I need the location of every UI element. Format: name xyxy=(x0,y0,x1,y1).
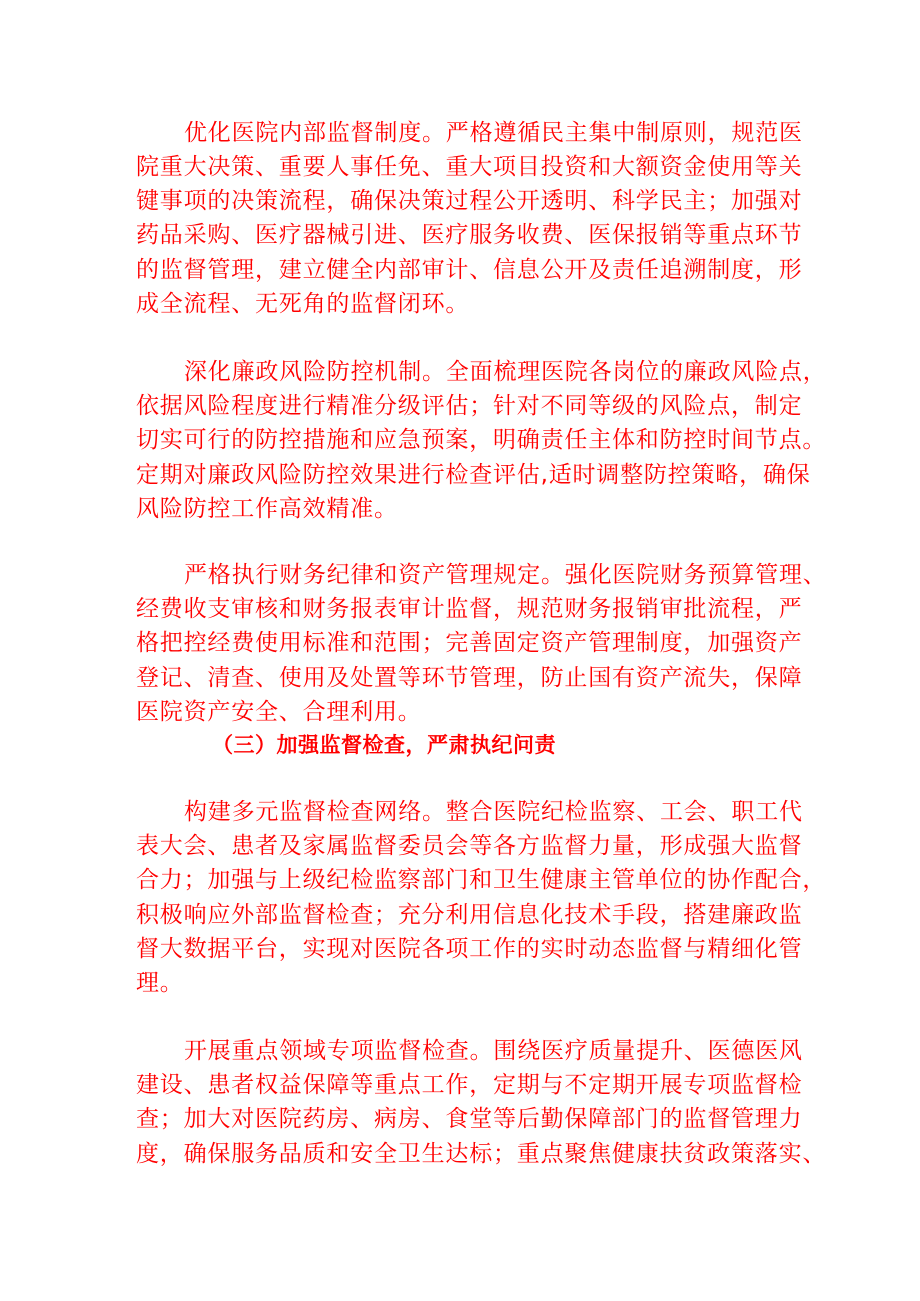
paragraph-line: 医院资产安全、合理利用。 xyxy=(136,699,422,725)
paragraph-line: 构建多元监督检查网络。整合医院纪检监察、工会、职工代 xyxy=(184,799,803,825)
section-heading: （三）加强监督检查，严肃执纪问责 xyxy=(212,733,556,757)
paragraph-line: 成全流程、无死角的监督闭环。 xyxy=(136,291,470,317)
paragraph-line: 登记、清查、使用及处置等环节管理，防止国有资产流失，保障 xyxy=(136,665,803,691)
paragraph-line: 严格执行财务纪律和资产管理规定。强化医院财务预算管理、 xyxy=(184,562,827,588)
paragraph-line: 键事项的决策流程，确保决策过程公开透明、科学民主；加强对 xyxy=(136,188,803,214)
paragraph-line: 积极响应外部监督检查；充分利用信息化技术手段，搭建廉政监 xyxy=(136,902,803,928)
paragraph-line: 院重大决策、重要人事任免、重大项目投资和大额资金使用等关 xyxy=(136,154,803,180)
paragraph-line: 切实可行的防控措施和应急预案，明确责任主体和防控时间节点。 xyxy=(136,427,827,453)
paragraph-line: 表大会、患者及家属监督委员会等各方监督力量，形成强大监督 xyxy=(136,833,803,859)
paragraph-line: 建设、患者权益保障等重点工作，定期与不定期开展专项监督检 xyxy=(136,1072,803,1098)
paragraph-line: 的监督管理，建立健全内部审计、信息公开及责任追溯制度，形 xyxy=(136,257,803,283)
paragraph-line: 深化廉政风险防控机制。全面梳理医院各岗位的廉政风险点， xyxy=(184,359,827,385)
paragraph-line: 格把控经费使用标准和范围；完善固定资产管理制度，加强资产 xyxy=(136,630,803,656)
paragraph-line: 风险防控工作高效精准。 xyxy=(136,496,398,522)
paragraph-line: 度，确保服务品质和安全卫生达标；重点聚焦健康扶贫政策落实、 xyxy=(136,1141,827,1167)
paragraph-line: 查；加大对医院药房、病房、食堂等后勤保障部门的监督管理力 xyxy=(136,1106,803,1132)
paragraph-line: 优化医院内部监督制度。严格遵循民主集中制原则，规范医 xyxy=(184,120,803,146)
paragraph-line: 开展重点领域专项监督检查。围绕医疗质量提升、医德医风 xyxy=(184,1038,803,1064)
paragraph-line: 依据风险程度进行精准分级评估；针对不同等级的风险点，制定 xyxy=(136,393,803,419)
paragraph-line: 合力；加强与上级纪检监察部门和卫生健康主管单位的协作配合， xyxy=(136,867,827,893)
paragraph-line: 定期对廉政风险防控效果进行检查评估,适时调整防控策略，确保 xyxy=(136,462,811,488)
paragraph-line: 理。 xyxy=(136,970,184,996)
paragraph-line: 药品采购、医疗器械引进、医疗服务收费、医保报销等重点环节 xyxy=(136,222,803,248)
paragraph-line: 督大数据平台，实现对医院各项工作的实时动态监督与精细化管 xyxy=(136,936,803,962)
paragraph-line: 经费收支审核和财务报表审计监督，规范财务报销审批流程，严 xyxy=(136,596,803,622)
